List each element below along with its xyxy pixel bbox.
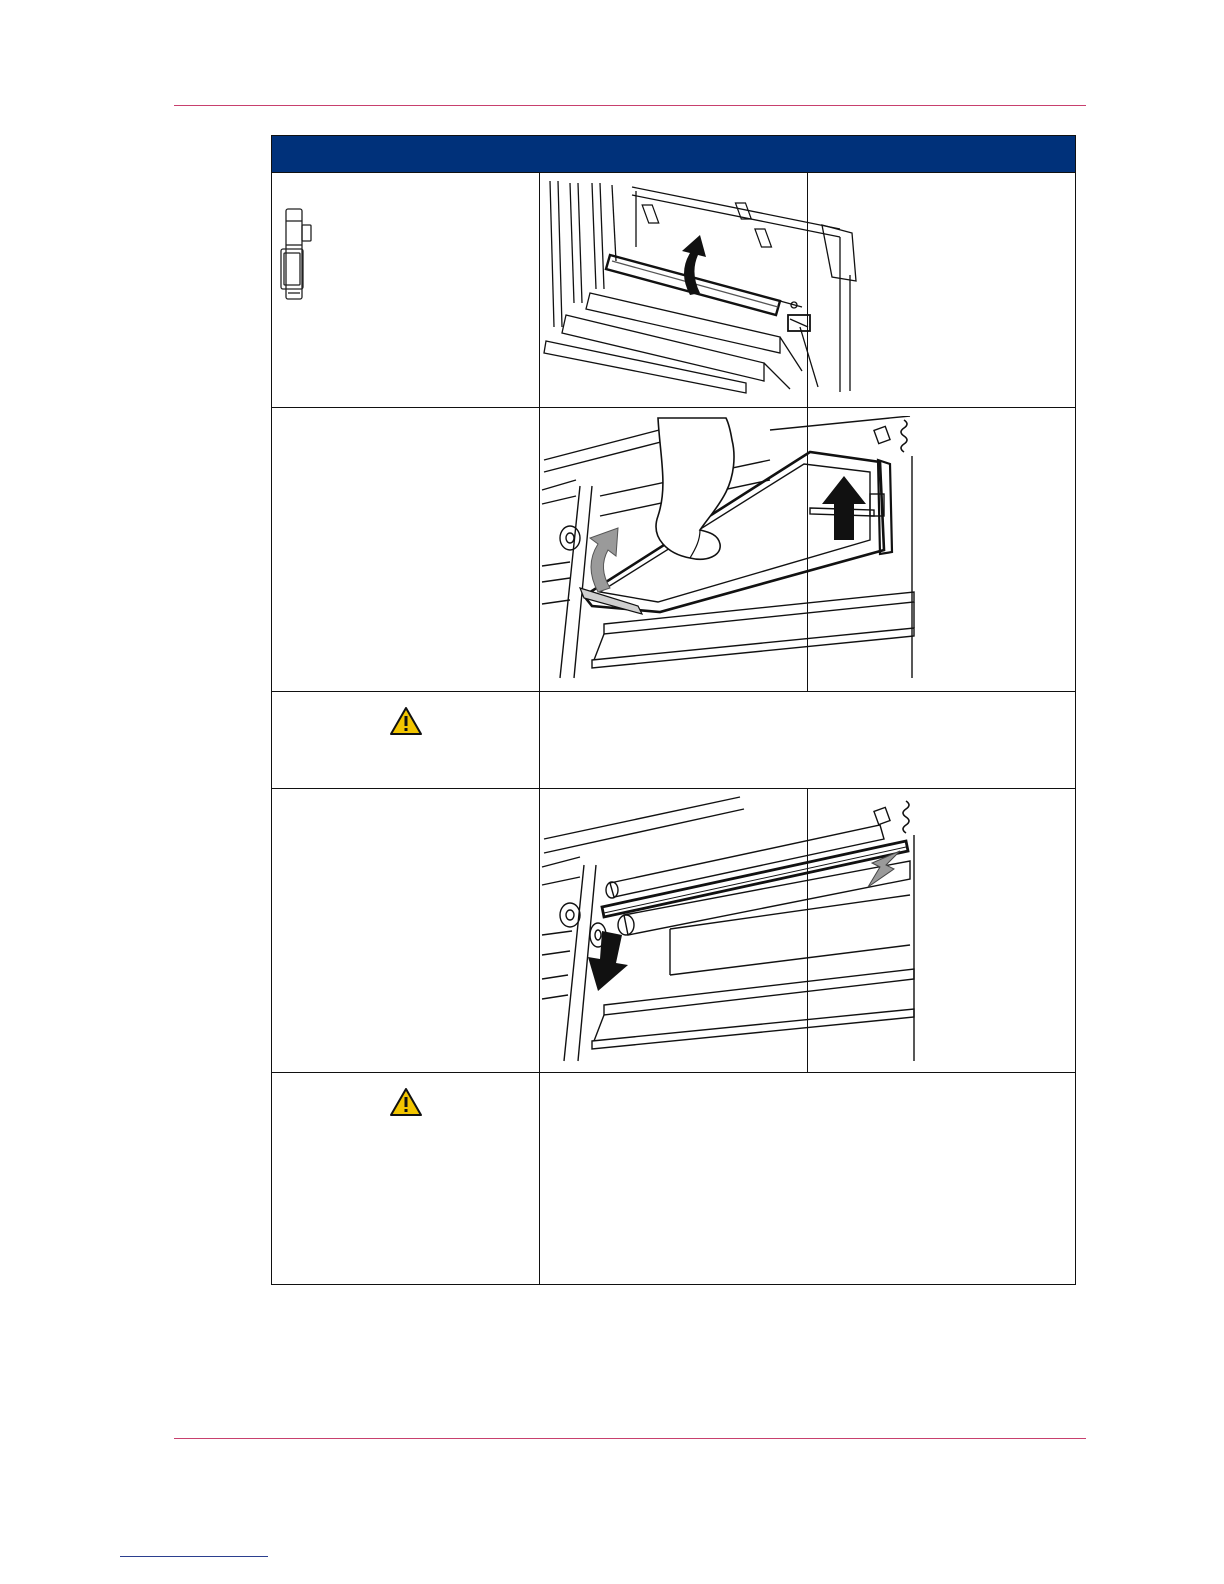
warning-text — [540, 1073, 1076, 1285]
footer-rule — [174, 1438, 1086, 1439]
step-text-cell — [808, 173, 1076, 408]
warning-triangle-icon — [389, 706, 423, 736]
step-illustration-cell — [540, 173, 808, 408]
step-text-cell — [808, 789, 1076, 1073]
warning-icon-cell — [272, 692, 540, 789]
steps-table — [271, 135, 1076, 1285]
warning-icon-cell — [272, 1073, 540, 1285]
table-row — [272, 789, 1076, 1073]
step-icon-cell — [272, 173, 540, 408]
table-header — [272, 136, 1076, 173]
table-row — [272, 408, 1076, 692]
fuser-unit-icon — [272, 173, 336, 303]
warning-text — [540, 692, 1076, 789]
table-row — [272, 173, 1076, 408]
table-row — [272, 692, 1076, 789]
step-icon-cell — [272, 789, 540, 1073]
step-text-cell — [808, 408, 1076, 692]
table-row — [272, 1073, 1076, 1285]
footnote-separator — [120, 1556, 268, 1557]
warning-triangle-icon — [389, 1087, 423, 1117]
step-illustration-cell — [540, 408, 808, 692]
step-icon-cell — [272, 408, 540, 692]
table-header-row — [272, 136, 1076, 173]
header-rule — [174, 105, 1086, 106]
step-illustration-cell — [540, 789, 808, 1073]
